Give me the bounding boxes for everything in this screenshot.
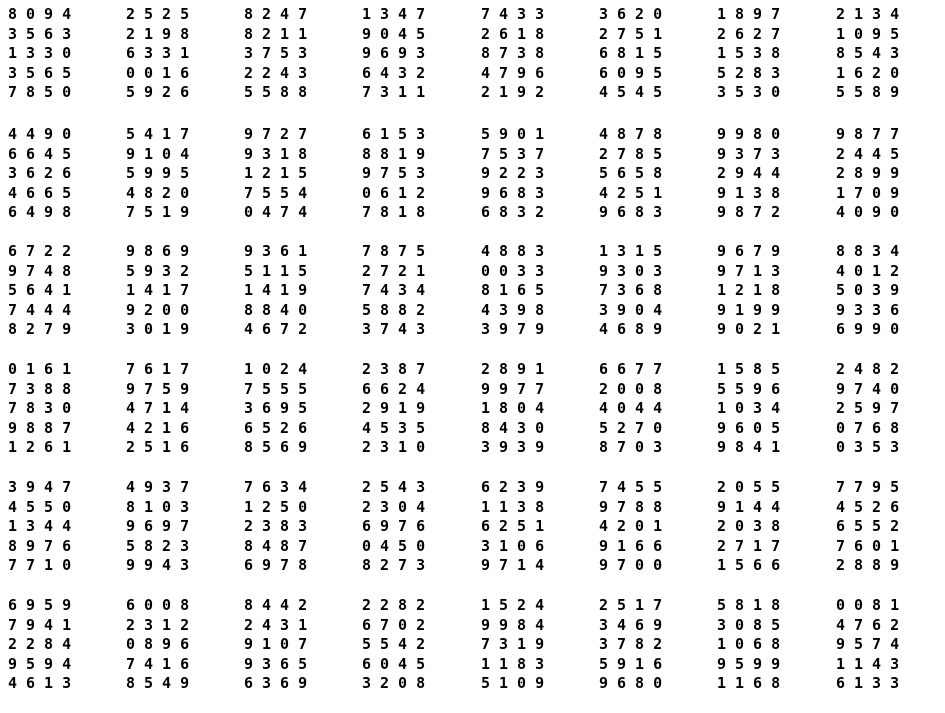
number-group: 9361: [244, 242, 317, 260]
number-group: 9605: [717, 418, 790, 437]
number-group: 3469: [599, 615, 672, 634]
number-group: 2944: [717, 164, 790, 182]
number-group: 9714: [481, 556, 554, 574]
number-group: 4012: [836, 261, 909, 280]
number-group: 7634: [244, 478, 317, 496]
number-group: 1417: [126, 281, 199, 299]
number-group: 9683: [481, 183, 554, 202]
number-row: [0, 379, 945, 399]
number-row: [0, 477, 945, 497]
number-group: 4526: [836, 497, 909, 516]
number-group: 2889: [836, 556, 909, 574]
number-group: 1897: [717, 5, 790, 23]
number-group: 6959: [8, 596, 81, 614]
number-group: 6045: [362, 654, 435, 673]
number-group: 5115: [244, 261, 317, 280]
number-group: 2312: [126, 615, 199, 634]
number-group: 8976: [8, 536, 81, 555]
number-group: 5417: [126, 125, 199, 143]
number-group: 6677: [599, 360, 672, 378]
number-group: 4201: [599, 517, 672, 535]
number-group: 9594: [8, 654, 81, 673]
number-group: 1315: [599, 242, 672, 260]
number-group: 5882: [362, 300, 435, 319]
number-row: [0, 241, 945, 261]
number-group: 4545: [599, 83, 672, 101]
number-group: 1566: [717, 556, 790, 574]
number-group: 5926: [126, 83, 199, 101]
number-group: 9693: [362, 44, 435, 62]
number-group: 5542: [362, 635, 435, 653]
number-group: 9697: [126, 517, 199, 535]
number-group: 2310: [362, 438, 435, 456]
number-group: 1419: [244, 281, 317, 299]
number-group: 4937: [126, 478, 199, 496]
number-group: 8273: [362, 556, 435, 574]
number-group: 8442: [244, 596, 317, 614]
number-group: 5823: [126, 536, 199, 555]
number-row: [0, 63, 945, 83]
number-row: [0, 82, 945, 102]
number-group: 3626: [8, 164, 81, 182]
number-group: 8819: [362, 144, 435, 163]
number-group: 6432: [362, 63, 435, 82]
number-group: 9759: [126, 379, 199, 398]
number-group: 7537: [481, 144, 554, 163]
number-group: 9980: [717, 125, 790, 143]
number-group: 9223: [481, 164, 554, 182]
number-row: [0, 555, 945, 575]
number-group: 2891: [481, 360, 554, 378]
number-group: 8703: [599, 438, 672, 456]
number-group: 4535: [362, 418, 435, 437]
number-group: 7444: [8, 300, 81, 319]
number-group: 9683: [599, 203, 672, 221]
number-group: 7455: [599, 478, 672, 496]
number-group: 6976: [362, 517, 435, 535]
number-group: 2198: [126, 24, 199, 43]
number-group: 2284: [8, 635, 81, 653]
number-group: 3085: [717, 615, 790, 634]
number-group: 7519: [126, 203, 199, 221]
number-group: 5932: [126, 261, 199, 280]
number-group: 0161: [8, 360, 81, 378]
number-group: 1068: [717, 635, 790, 653]
number-group: 0016: [126, 63, 199, 82]
number-group: 1344: [8, 517, 81, 535]
number-group: 7319: [481, 635, 554, 653]
number-group: 9365: [244, 654, 317, 673]
number-group: 2899: [836, 164, 909, 182]
number-group: 1183: [481, 654, 554, 673]
number-group: 4090: [836, 203, 909, 221]
number-row: [0, 437, 945, 457]
number-group: 2751: [599, 24, 672, 43]
number-group: 2618: [481, 24, 554, 43]
number-group: 1250: [244, 497, 317, 516]
number-group: 9977: [481, 379, 554, 398]
number-group: 6498: [8, 203, 81, 221]
number-group: 4251: [599, 183, 672, 202]
number-group: 5283: [717, 63, 790, 82]
number-group: 7875: [362, 242, 435, 260]
number-group: 5588: [244, 83, 317, 101]
number-group: 1215: [244, 164, 317, 182]
number-group: 7830: [8, 399, 81, 417]
number-group: 4398: [481, 300, 554, 319]
number-group: 3743: [362, 320, 435, 338]
number-group: 6702: [362, 615, 435, 634]
number-group: 4550: [8, 497, 81, 516]
number-group: 2597: [836, 399, 909, 417]
number-group: 8103: [126, 497, 199, 516]
number-group: 8738: [481, 44, 554, 62]
number-group: 9679: [717, 242, 790, 260]
number-group: 8834: [836, 242, 909, 260]
number-group: 5901: [481, 125, 554, 143]
number-group: 7710: [8, 556, 81, 574]
number-group: 2304: [362, 497, 435, 516]
number-group: 0896: [126, 635, 199, 653]
number-group: 9984: [481, 615, 554, 634]
number-group: 6369: [244, 674, 317, 692]
number-group: 1095: [836, 24, 909, 43]
number-group: 7433: [481, 5, 554, 23]
number-group: 2008: [599, 379, 672, 398]
number-row: [0, 144, 945, 164]
number-group: 2525: [126, 5, 199, 23]
number-row: [0, 536, 945, 556]
number-group: 9199: [717, 300, 790, 319]
number-group: 3979: [481, 320, 554, 338]
number-group: 0081: [836, 596, 909, 614]
number-group: 4044: [599, 399, 672, 417]
number-group: 4665: [8, 183, 81, 202]
number-group: 0768: [836, 418, 909, 437]
number-group: 4714: [126, 399, 199, 417]
number-group: 8211: [244, 24, 317, 43]
number-group: 2517: [599, 596, 672, 614]
number-group: 7601: [836, 536, 909, 555]
number-group: 3565: [8, 63, 81, 82]
number-group: 1524: [481, 596, 554, 614]
number-row: [0, 595, 945, 615]
number-group: 6552: [836, 517, 909, 535]
number-group: 9727: [244, 125, 317, 143]
number-group: 9599: [717, 654, 790, 673]
number-group: 9700: [599, 556, 672, 574]
number-group: 5641: [8, 281, 81, 299]
number-group: 7416: [126, 654, 199, 673]
number-group: 9166: [599, 536, 672, 555]
number-group: 9877: [836, 125, 909, 143]
number-group: 1024: [244, 360, 317, 378]
number-group: 4490: [8, 125, 81, 143]
number-group: 9336: [836, 300, 909, 319]
number-group: 3208: [362, 674, 435, 692]
number-group: 2055: [717, 478, 790, 496]
number-group: 0612: [362, 183, 435, 202]
number-group: 9740: [836, 379, 909, 398]
number-group: 3563: [8, 24, 81, 43]
number-group: 7941: [8, 615, 81, 634]
number-group: 3947: [8, 478, 81, 496]
number-group: 1804: [481, 399, 554, 417]
number-group: 1620: [836, 63, 909, 82]
number-row: [0, 280, 945, 300]
number-row: [0, 124, 945, 144]
number-group: 4883: [481, 242, 554, 260]
number-group: 2482: [836, 360, 909, 378]
number-group: 1218: [717, 281, 790, 299]
number-group: 2445: [836, 144, 909, 163]
number-group: 1347: [362, 5, 435, 23]
number-group: 2387: [362, 360, 435, 378]
number-group: 9144: [717, 497, 790, 516]
number-group: 7617: [126, 360, 199, 378]
number-group: 7434: [362, 281, 435, 299]
number-group: 9753: [362, 164, 435, 182]
number-group: 3695: [244, 399, 317, 417]
number-group: 1538: [717, 44, 790, 62]
number-row: [0, 516, 945, 536]
number-group: 6095: [599, 63, 672, 82]
number-group: 1261: [8, 438, 81, 456]
number-group: 4672: [244, 320, 317, 338]
number-group: 2919: [362, 399, 435, 417]
number-group: 4820: [126, 183, 199, 202]
number-group: 9303: [599, 261, 672, 280]
number-group: 5589: [836, 83, 909, 101]
number-group: 0033: [481, 261, 554, 280]
number-group: 8569: [244, 438, 317, 456]
number-group: 6251: [481, 517, 554, 535]
number-group: 8279: [8, 320, 81, 338]
number-group: 2785: [599, 144, 672, 163]
number-group: 3530: [717, 83, 790, 101]
number-group: 8549: [126, 674, 199, 692]
number-group: 4613: [8, 674, 81, 692]
number-group: 4762: [836, 615, 909, 634]
number-group: 6624: [362, 379, 435, 398]
number-group: 4689: [599, 320, 672, 338]
number-group: 5270: [599, 418, 672, 437]
number-group: 6990: [836, 320, 909, 338]
number-row: [0, 319, 945, 339]
number-row: [0, 398, 945, 418]
number-group: 9107: [244, 635, 317, 653]
number-group: 6153: [362, 125, 435, 143]
number-row: [0, 300, 945, 320]
number-group: 3019: [126, 320, 199, 338]
number-group: 8840: [244, 300, 317, 319]
number-group: 7555: [244, 379, 317, 398]
number-group: 4878: [599, 125, 672, 143]
number-group: 7818: [362, 203, 435, 221]
number-group: 0474: [244, 203, 317, 221]
number-row: [0, 359, 945, 379]
number-group: 9887: [8, 418, 81, 437]
number-group: 9748: [8, 261, 81, 280]
number-group: 9045: [362, 24, 435, 43]
number-group: 9104: [126, 144, 199, 163]
number-group: 9318: [244, 144, 317, 163]
number-group: 5818: [717, 596, 790, 614]
number-group: 1168: [717, 674, 790, 692]
number-group: 3782: [599, 635, 672, 653]
number-group: 1330: [8, 44, 81, 62]
number-row: [0, 202, 945, 222]
number-group: 8487: [244, 536, 317, 555]
number-row: [0, 497, 945, 517]
number-group: 7368: [599, 281, 672, 299]
number-row: [0, 615, 945, 635]
number-group: 6239: [481, 478, 554, 496]
number-group: 0450: [362, 536, 435, 555]
number-group: 2134: [836, 5, 909, 23]
number-group: 6978: [244, 556, 317, 574]
number-group: 2243: [244, 63, 317, 82]
number-group: 2721: [362, 261, 435, 280]
number-group: 9138: [717, 183, 790, 202]
number-group: 7554: [244, 183, 317, 202]
number-group: 6008: [126, 596, 199, 614]
number-group: 5596: [717, 379, 790, 398]
number-group: 7311: [362, 83, 435, 101]
number-group: 5109: [481, 674, 554, 692]
number-group: 5039: [836, 281, 909, 299]
number-row: [0, 4, 945, 24]
number-group: 4216: [126, 418, 199, 437]
number-group: 9680: [599, 674, 672, 692]
number-group: 6815: [599, 44, 672, 62]
number-group: 9200: [126, 300, 199, 319]
number-group: 9869: [126, 242, 199, 260]
number-group: 3939: [481, 438, 554, 456]
number-row: [0, 43, 945, 63]
number-row: [0, 418, 945, 438]
number-group: 6331: [126, 44, 199, 62]
number-group: 2192: [481, 83, 554, 101]
number-group: 9021: [717, 320, 790, 338]
number-group: 9788: [599, 497, 672, 516]
number-group: 9373: [717, 144, 790, 163]
number-group: 5916: [599, 654, 672, 673]
number-row: [0, 673, 945, 693]
number-group: 2282: [362, 596, 435, 614]
number-group: 9574: [836, 635, 909, 653]
number-row: [0, 183, 945, 203]
number-row: [0, 24, 945, 44]
number-group: 1138: [481, 497, 554, 516]
number-group: 7795: [836, 478, 909, 496]
number-group: 3106: [481, 536, 554, 555]
number-group: 8094: [8, 5, 81, 23]
number-group: 2717: [717, 536, 790, 555]
number-group: 6133: [836, 674, 909, 692]
number-group: 2627: [717, 24, 790, 43]
number-group: 9872: [717, 203, 790, 221]
number-group: 2431: [244, 615, 317, 634]
number-group: 2543: [362, 478, 435, 496]
number-row: [0, 261, 945, 281]
number-group: 6645: [8, 144, 81, 163]
number-group: 1585: [717, 360, 790, 378]
number-group: 1143: [836, 654, 909, 673]
number-row: [0, 654, 945, 674]
number-row: [0, 634, 945, 654]
number-group: 1034: [717, 399, 790, 417]
number-group: 9943: [126, 556, 199, 574]
number-group: 7850: [8, 83, 81, 101]
number-group: 6832: [481, 203, 554, 221]
number-group: 2038: [717, 517, 790, 535]
number-group: 8430: [481, 418, 554, 437]
number-group: 3620: [599, 5, 672, 23]
number-group: 8165: [481, 281, 554, 299]
number-group: 4796: [481, 63, 554, 82]
number-group: 9713: [717, 261, 790, 280]
number-group: 6722: [8, 242, 81, 260]
number-group: 5658: [599, 164, 672, 182]
number-group: 2516: [126, 438, 199, 456]
number-group: 8247: [244, 5, 317, 23]
number-group: 0353: [836, 438, 909, 456]
number-group: 2383: [244, 517, 317, 535]
number-group: 8543: [836, 44, 909, 62]
number-row: [0, 163, 945, 183]
number-group: 3904: [599, 300, 672, 319]
number-group: 3753: [244, 44, 317, 62]
number-group: 6526: [244, 418, 317, 437]
number-group: 9841: [717, 438, 790, 456]
number-group: 5995: [126, 164, 199, 182]
number-group: 1709: [836, 183, 909, 202]
number-group: 7388: [8, 379, 81, 398]
